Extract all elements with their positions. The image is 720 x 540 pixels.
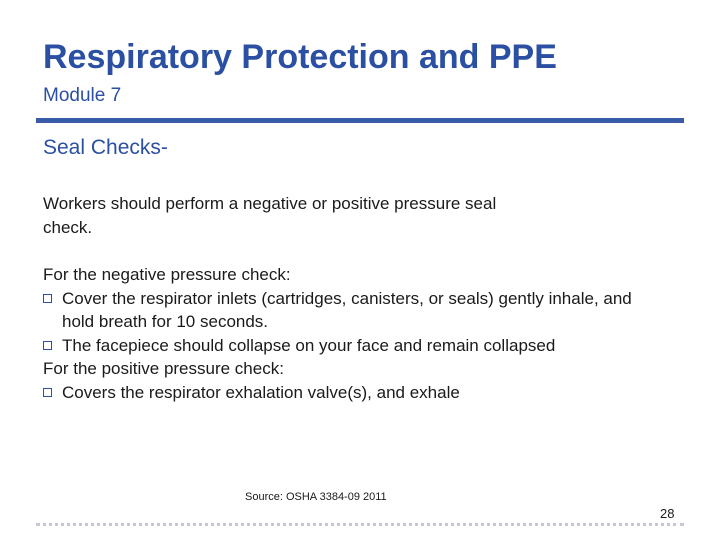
section-heading: Seal Checks- [43,136,168,159]
page-number: 28 [660,506,675,521]
title-divider [36,118,684,123]
source-citation: Source: OSHA 3384-09 2011 [245,491,387,503]
negative-check-heading: For the negative pressure check: [43,265,291,284]
list-item-text: Covers the respirator exhalation valve(s), and exhale [62,382,460,402]
hollow-square-bullet-icon [43,341,52,350]
list-item-text: The facepiece should collapse on your face and remain collapsed [62,335,556,355]
list-item [43,287,663,334]
intro-paragraph [43,192,603,239]
intro-line: Workers should perform a negative or positive pressure seal [43,194,497,213]
list-item-text: Cover the respirator inlets (cartridges, canisters, or seals) gently inhale, and hold breath for 10 seconds. [62,288,632,331]
slide-subtitle: Module 7 [43,85,122,106]
hollow-square-bullet-icon [43,294,52,303]
slide-title: Respiratory Protection and PPE [43,38,557,76]
list-item [43,334,663,358]
intro-line: check. [43,217,93,237]
hollow-square-bullet-icon [43,388,52,397]
footer-divider [36,523,684,526]
list-item [43,381,663,405]
pressure-check-block [43,263,663,404]
positive-check-heading: For the positive pressure check: [43,359,284,378]
